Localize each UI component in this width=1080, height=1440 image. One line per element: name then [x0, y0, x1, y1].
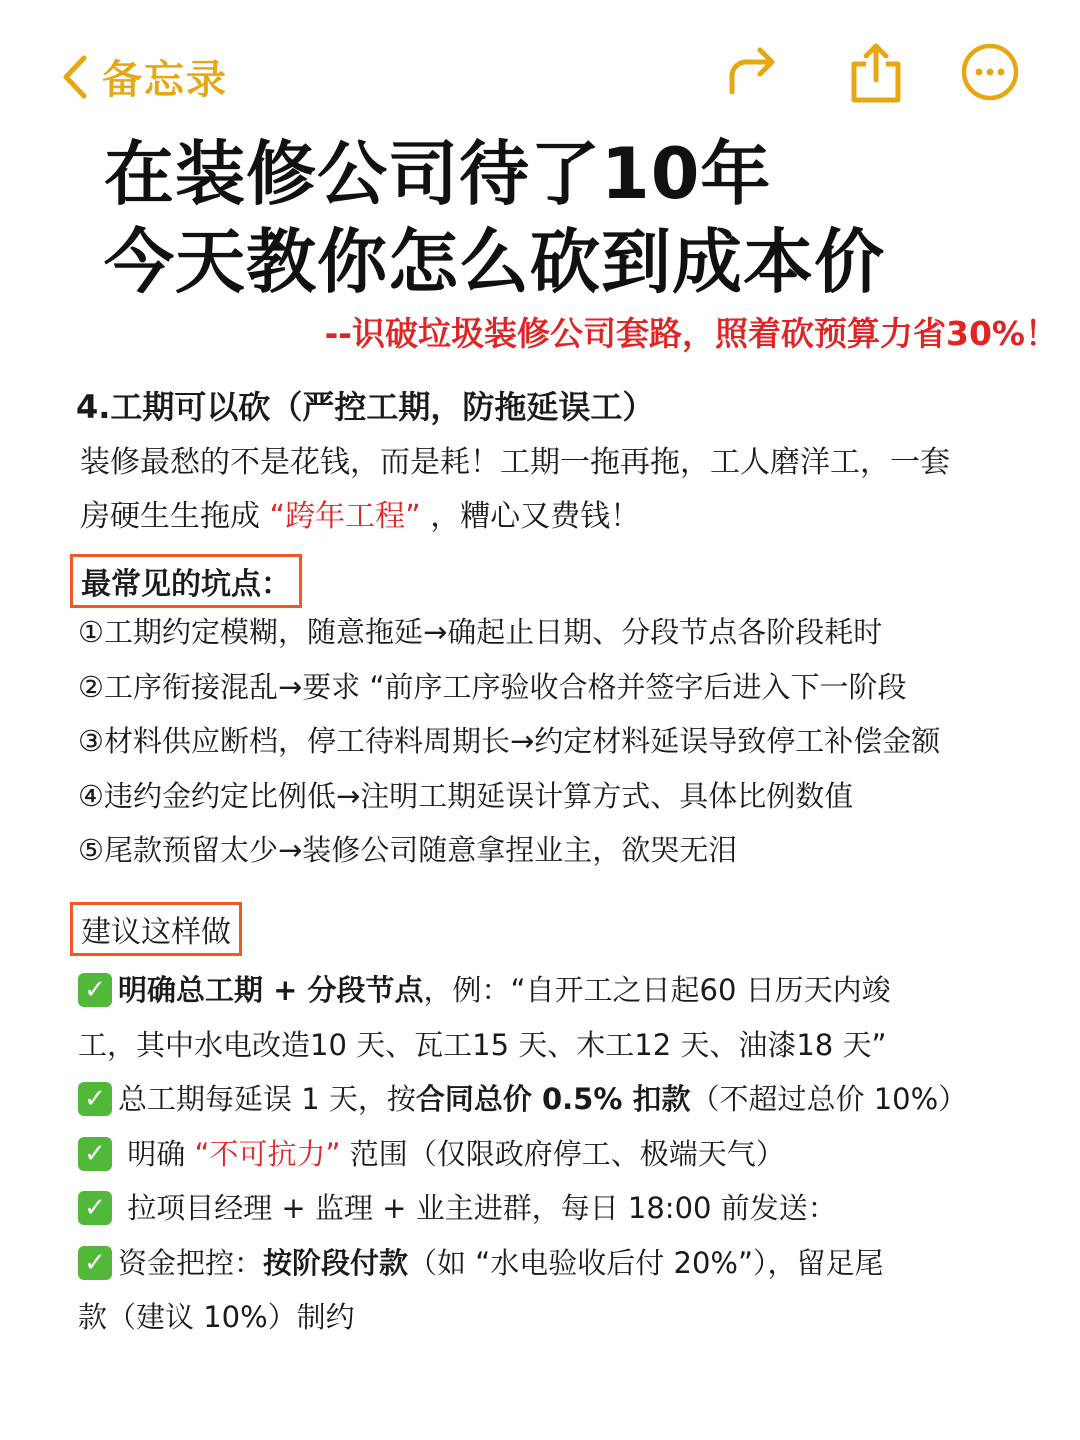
check-icon: ✓ [78, 973, 112, 1007]
redo-icon [722, 40, 782, 104]
title-line-2: 今天教你怎么砍到成本价 [104, 221, 885, 303]
page-title [104, 130, 885, 306]
check-icon: ✓ [78, 1191, 112, 1225]
suggestions-list [78, 963, 967, 1345]
suggestion-item [78, 963, 967, 1018]
share-button[interactable] [848, 40, 904, 104]
intro-text-a: 房硬生生拖成 [80, 499, 260, 534]
suggestion-text: 范围（仅限政府停工、极端天气） [340, 1136, 785, 1171]
suggestion-bold: 明确总工期 + 分段节点 [118, 973, 424, 1007]
check-icon: ✓ [78, 1082, 112, 1116]
check-icon: ✓ [78, 1137, 112, 1171]
list-item: ③材料供应断档，停工待料周期长→约定材料延误导致停工补偿金额 [78, 724, 941, 758]
suggestion-bold: 合同总价 0.5% 扣款 [415, 1082, 691, 1116]
share-icon [848, 40, 904, 104]
suggestion-text: 拉项目经理 + 监理 + 业主进群，每日 18:00 前发送： [118, 1191, 837, 1225]
more-icon [958, 40, 1022, 104]
suggestion-text: 明确 [118, 1136, 195, 1171]
check-icon: ✓ [78, 1246, 112, 1280]
back-button[interactable] [58, 48, 228, 105]
intro-line-2 [80, 490, 640, 544]
suggestion-text: ，例：“自开工之日起60 日历天内竣 [423, 973, 891, 1007]
suggestion-continuation: 工，其中水电改造10 天、瓦工15 天、木工12 天、油漆18 天” [78, 1027, 887, 1062]
back-label: 备忘录 [102, 57, 228, 103]
suggestion-text: （不超过总价 10%） [690, 1082, 968, 1116]
pitfalls-list [78, 605, 940, 878]
suggestion-text: 总工期每延误 1 天，按 [118, 1082, 416, 1116]
suggestion-bold: 按阶段付款 [263, 1245, 409, 1280]
intro-line-1: 装修最愁的不是花钱，而是耗！工期一拖再拖，工人磨洋工，一套 [80, 445, 950, 480]
redo-button[interactable] [722, 40, 782, 104]
pitfalls-label: 最常见的坑点： [70, 554, 302, 608]
suggestion-item [78, 1072, 967, 1127]
suggestion-item [78, 1181, 967, 1236]
suggestion-highlight: “不可抗力” [194, 1136, 341, 1171]
section-heading: 4.工期可以砍（严控工期，防拖延误工） [76, 388, 655, 426]
suggestion-item [78, 1127, 967, 1182]
suggestion-text: 资金把控： [118, 1245, 264, 1280]
suggestion-continuation: 款（建议 10%）制约 [78, 1300, 355, 1334]
suggestion-text: （如 “水电验收后付 20%”），留足尾 [408, 1245, 884, 1280]
nav-bar [0, 0, 1080, 150]
intro-text-b: ，糟心又费钱！ [430, 499, 641, 534]
list-item: ④违约金约定比例低→注明工期延误计算方式、具体比例数值 [78, 778, 854, 813]
list-item: ②工序衔接混乱→要求 “前序工序验收合格并签字后进入下一阶段 [78, 669, 907, 704]
list-item: ⑤尾款预留太少→装修公司随意拿捏业主，欲哭无泪 [78, 833, 738, 867]
suggestions-label: 建议这样做 [70, 902, 242, 956]
chevron-left-icon [58, 52, 94, 102]
subtitle: --识破垃圾装修公司套路，照着砍预算力省30%！ [324, 314, 1058, 353]
title-line-1: 在装修公司待了10年 [104, 133, 772, 215]
more-button[interactable] [958, 40, 1022, 104]
suggestion-item [78, 1236, 967, 1291]
list-item: ①工期约定模糊，随意拖延→确起止日期、分段节点各阶段耗时 [78, 615, 883, 649]
intro-highlight: “跨年工程” [269, 499, 421, 534]
